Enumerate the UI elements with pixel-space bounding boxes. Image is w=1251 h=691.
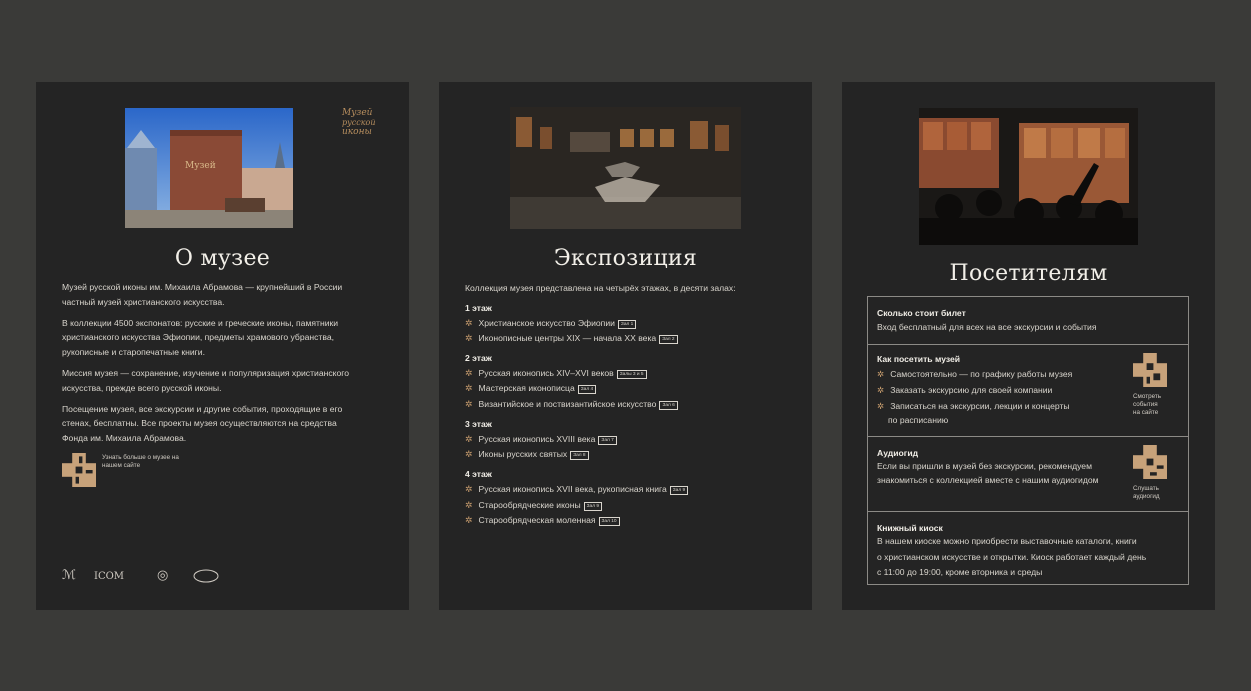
hall-tag: Зал 10 (599, 517, 620, 526)
about-text (62, 280, 362, 452)
hall-item: ✲ Старообрядческие иконы Зал 9 (465, 500, 602, 511)
how-item: ✲ Записаться на экскурсии, лекции и концерты (877, 401, 1070, 411)
hall-tag: Залы 3 и 5 (617, 370, 647, 379)
floor-heading: 4 этаж (465, 469, 492, 479)
hall-item: ✲ Византийское и поствизантийское искусство Зал 6 (465, 399, 678, 410)
audio-text: Если вы пришли в музей без экскурсии, рекомендуем знакомиться с коллекцией вместе с нашим аудиогидом (877, 461, 1099, 485)
about-paragraph: Музей русской иконы им. Михаила Абрамова — крупнейший в России частный музей христианского искусства. (62, 282, 343, 307)
star-icon: ✲ (465, 515, 473, 525)
how-item: ✲ Заказать экскурсию для своей компании (877, 385, 1053, 395)
visitors-info-box (867, 296, 1189, 585)
events-qr-caption: Смотреть события на сайте (1133, 393, 1162, 416)
star-icon: ✲ (465, 449, 473, 459)
about-paragraph: Миссия музея — сохранение, изучение и популяризация христианского искусства, прежде всего русской иконы. (62, 367, 350, 393)
star-icon: ✲ (877, 401, 885, 411)
hall-item: ✲ Иконописные центры XIX — начала XX века Зал 2 (465, 333, 678, 344)
star-icon: ✲ (465, 484, 473, 494)
floor-heading: 1 этаж (465, 303, 492, 313)
floor-heading: 3 этаж (465, 419, 492, 429)
partner-logo-oval (193, 569, 219, 586)
hall-tag: Зал 1 (618, 320, 636, 329)
kiosk-title: Книжный киоск (877, 523, 943, 533)
about-paragraph: В коллекции 4500 экспонатов: русские и греческие иконы, памятники христианского искусства Эфиопии, предметы храмового убранства, рукописные и старопечатные книги. (62, 317, 339, 357)
exhibition-hall-photo (510, 107, 741, 229)
partner-logo-monogram: ℳ (62, 568, 76, 583)
museum-logo: Музей русской иконы (342, 108, 376, 137)
ticket-section (868, 297, 1188, 344)
about-qr-code[interactable] (62, 453, 96, 487)
star-icon: ✲ (465, 383, 473, 393)
star-icon: ✲ (465, 318, 473, 328)
hall-item: ✲ Мастерская иконописца Зал 4 (465, 383, 596, 394)
star-icon: ✲ (465, 333, 473, 343)
museum-building-photo (125, 108, 293, 228)
audioguide-section (868, 436, 1188, 511)
exposition-intro: Коллекция музея представлена на четырёх этажах, в десяти залах: (465, 283, 736, 293)
how-item-continuation: по расписанию (888, 415, 949, 425)
hall-tag: Зал 8 (570, 451, 588, 460)
star-icon: ✲ (877, 369, 885, 379)
ticket-text: Вход бесплатный для всех на все экскурсии и события (877, 322, 1097, 332)
audio-title: Аудиогид (877, 448, 919, 458)
floor-heading: 2 этаж (465, 353, 492, 363)
hall-tag: Зал 4 (578, 385, 596, 394)
hall-item: ✲ Христианское искусство Эфиопии Зал 1 (465, 318, 636, 329)
hall-tag: Зал 7 (598, 436, 616, 445)
how-title: Как посетить музей (877, 354, 961, 364)
kiosk-section (868, 511, 1188, 586)
about-panel (36, 82, 409, 610)
hall-item: ✲ Русская иконопись XVIII века Зал 7 (465, 434, 617, 445)
visitors-panel (842, 82, 1215, 610)
hall-item: ✲ Русская иконопись XIV–XVI веков Залы 3 и 5 (465, 368, 647, 379)
hall-tag: Зал 6 (659, 401, 677, 410)
about-paragraph: Посещение музея, все экскурсии и другие события, проходящие в его стенах, бесплатны. Все проекты музея осуществляются на средства Фонда им. Михаила Абрамова. (62, 403, 343, 443)
partner-logo-emblem: ◎ (157, 568, 169, 583)
visitors-title: Посетителям (949, 261, 1108, 286)
star-icon: ✲ (877, 385, 885, 395)
hall-item: ✲ Иконы русских святых Зал 8 (465, 449, 589, 460)
star-icon: ✲ (465, 368, 473, 378)
how-to-visit-section (868, 344, 1188, 436)
visitors-photo (919, 108, 1138, 245)
kiosk-text: В нашем киоске можно приобрести выставочные каталоги, книги о христианском искусстве и открытки. Киоск работает каждый день с 11:00 до 19:00, кроме вторника и среды (877, 536, 1147, 577)
exposition-title: Экспозиция (553, 246, 698, 271)
how-list (877, 366, 1072, 426)
hall-item: ✲ Старообрядческая моленная Зал 10 (465, 515, 620, 526)
partner-logo-icom: ICOM (94, 571, 125, 582)
about-qr-caption: Узнать больше о музее на нашем сайте (102, 454, 179, 469)
events-qr-code[interactable] (1133, 353, 1167, 387)
star-icon: ✲ (465, 399, 473, 409)
about-title: О музее (174, 246, 271, 271)
star-icon: ✲ (465, 434, 473, 444)
hall-tag: Зал 9 (670, 486, 688, 495)
ticket-title: Сколько стоит билет (877, 308, 966, 318)
hall-item: ✲ Русская иконопись XVII века, рукописная книга Зал 9 (465, 484, 688, 495)
hall-tag: Зал 9 (584, 502, 602, 511)
hall-tag: Зал 2 (659, 335, 677, 344)
audioguide-qr-code[interactable] (1133, 445, 1167, 479)
svg-text:Музей: Музей (185, 161, 216, 171)
audioguide-qr-caption: Слушать аудиогид (1133, 485, 1160, 500)
how-item: ✲ Самостоятельно — по графику работы музея (877, 369, 1073, 379)
exposition-panel (439, 82, 812, 610)
star-icon: ✲ (465, 500, 473, 510)
